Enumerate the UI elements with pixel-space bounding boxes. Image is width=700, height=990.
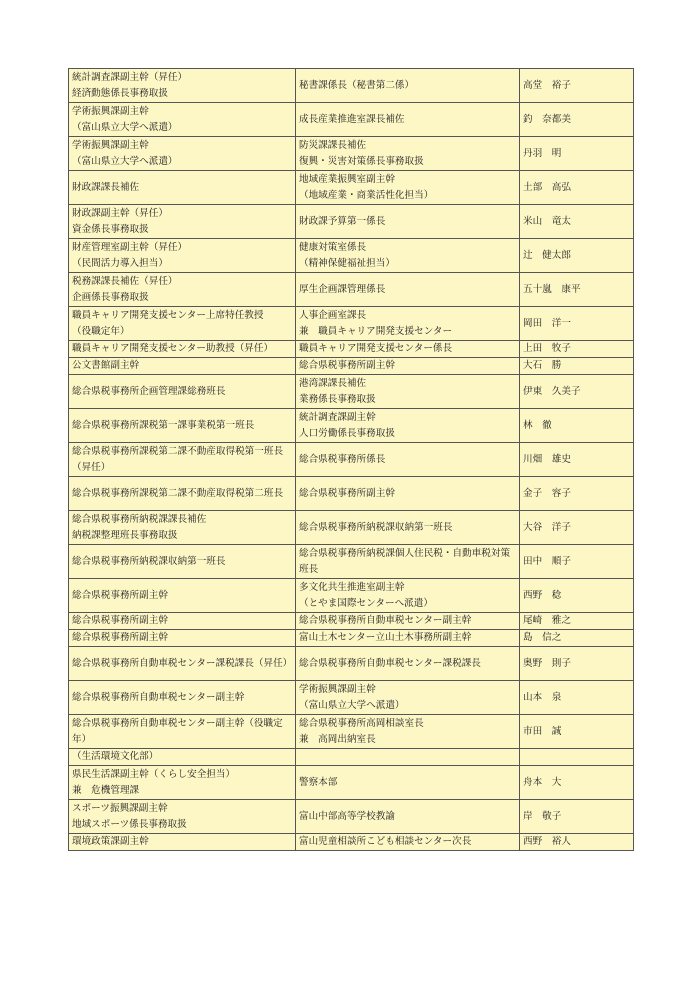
former-post-cell <box>296 630 520 647</box>
person-name-cell <box>520 715 634 749</box>
new-post-cell-text: 総合県税事務所自動車税センター副主幹 <box>72 691 245 703</box>
person-name: 岡田 洋一 <box>523 317 571 329</box>
former-post-cell-text: 防災課課長補佐 <box>299 139 367 151</box>
person-name: 丹羽 明 <box>523 147 562 159</box>
new-post-cell <box>69 273 296 307</box>
person-name: 辻 健太郎 <box>523 249 571 261</box>
former-post-cell <box>296 579 520 613</box>
new-post-cell <box>69 800 296 834</box>
person-name-cell <box>520 273 634 307</box>
person-name-cell <box>520 477 634 511</box>
person-name-cell <box>520 137 634 171</box>
person-name-cell <box>520 205 634 239</box>
person-name: 舟本 大 <box>523 776 562 788</box>
new-post-cell-text: 総合県税事務所課税第一課事業税第一班長 <box>72 419 255 431</box>
new-post-cell <box>69 239 296 273</box>
new-post-cell <box>69 511 296 545</box>
new-post-cell-text: スポーツ振興課副主幹 <box>72 802 168 814</box>
new-post-cell-text: 経済動態係長事務取扱 <box>72 87 168 99</box>
former-post-cell <box>296 171 520 205</box>
person-name-cell <box>520 647 634 681</box>
table-row <box>69 409 634 443</box>
former-post-cell-text: 富山児童相談所こども相談センター次長 <box>299 836 472 847</box>
person-name-cell <box>520 630 634 647</box>
table-row <box>69 477 634 511</box>
new-post-cell-text: 学術振興課副主幹 <box>72 139 149 151</box>
new-post-cell <box>69 171 296 205</box>
new-post-cell <box>69 477 296 511</box>
person-name-cell <box>520 307 634 341</box>
former-post-cell <box>296 443 520 477</box>
person-name: 上田 牧子 <box>523 343 571 354</box>
new-post-cell-text: 総合県税事務所副主幹 <box>72 632 168 643</box>
person-name-cell <box>520 749 634 766</box>
person-name: 五十嵐 康平 <box>523 283 581 295</box>
new-post-cell-text: 県民生活課副主幹（くらし安全担当） <box>72 768 236 780</box>
former-post-cell <box>296 477 520 511</box>
former-post-cell-text: 富山中部高等学校教諭 <box>299 810 395 822</box>
person-name-cell <box>520 511 634 545</box>
table-row <box>69 375 634 409</box>
new-post-cell-text: 財政課副主幹（昇任） <box>72 207 168 219</box>
former-post-cell-text: 地域産業振興室副主幹 <box>299 173 395 185</box>
former-post-cell-text: （富山県立大学へ派遣） <box>299 699 405 711</box>
person-name: 尾崎 雅之 <box>523 615 571 626</box>
person-name-cell <box>520 613 634 630</box>
table-row <box>69 545 634 579</box>
table-row <box>69 171 634 205</box>
person-name-cell <box>520 579 634 613</box>
person-name-cell <box>520 171 634 205</box>
new-post-cell-text: 兼 危機管理課 <box>72 784 140 796</box>
former-post-cell <box>296 834 520 851</box>
table-row <box>69 69 634 103</box>
new-post-cell <box>69 103 296 137</box>
person-name: 大谷 洋子 <box>523 521 571 533</box>
new-post-cell-text: 統計調査課副主幹（昇任） <box>72 71 188 83</box>
personnel-table-body <box>69 69 634 851</box>
new-post-cell <box>69 375 296 409</box>
former-post-cell-text: 総合県税事務所納税課収納第一班長 <box>299 521 453 533</box>
person-name-cell <box>520 358 634 375</box>
former-post-cell-text: 財政課予算第一係長 <box>299 215 386 227</box>
table-row <box>69 273 634 307</box>
former-post-cell-text: 健康対策室係長 <box>299 241 367 253</box>
former-post-cell <box>296 358 520 375</box>
former-post-cell-text: 多文化共生推進室副主幹 <box>299 581 405 593</box>
table-row <box>69 630 634 647</box>
former-post-cell-text: （とやま国際センターへ派遣） <box>299 597 433 609</box>
person-name: 川畑 雄史 <box>523 453 571 465</box>
former-post-cell-text: 総合県税事務所係長 <box>299 453 386 465</box>
person-name-cell <box>520 681 634 715</box>
table-row <box>69 834 634 851</box>
person-name: 金子 容子 <box>523 487 571 499</box>
person-name-cell <box>520 69 634 103</box>
former-post-cell <box>296 307 520 341</box>
new-post-cell-text: 公文書館副主幹 <box>72 360 140 371</box>
former-post-cell-text: 学術振興課副主幹 <box>299 683 376 695</box>
former-post-cell-text: 港湾課課長補佐 <box>299 377 367 389</box>
new-post-cell <box>69 205 296 239</box>
former-post-cell-text: 総合県税事務所副主幹 <box>299 487 395 499</box>
new-post-cell-text: （富山県立大学へ派遣） <box>72 121 178 133</box>
former-post-cell-text: 秘書課係長（秘書第二係） <box>299 79 415 91</box>
former-post-cell-text: （精神保健福祉担当） <box>299 257 395 269</box>
person-name: 岸 敬子 <box>523 810 562 822</box>
former-post-cell <box>296 239 520 273</box>
former-post-cell-text: （地域産業・商業活性化担当） <box>299 189 434 201</box>
person-name: 市田 誠 <box>523 725 562 737</box>
former-post-cell <box>296 766 520 800</box>
table-row <box>69 358 634 375</box>
new-post-cell-text: 資金係長事務取扱 <box>72 223 149 235</box>
former-post-cell-text: 総合県税事務所自動車税センター副主幹 <box>299 615 472 626</box>
new-post-cell <box>69 613 296 630</box>
former-post-cell <box>296 103 520 137</box>
former-post-cell <box>296 205 520 239</box>
table-row <box>69 103 634 137</box>
former-post-cell-text: 警察本部 <box>299 776 338 788</box>
former-post-cell-text: 総合県税事務所高岡相談室長 <box>299 717 424 729</box>
new-post-cell <box>69 307 296 341</box>
former-post-cell <box>296 647 520 681</box>
person-name: 高堂 裕子 <box>523 79 571 91</box>
person-name: 山本 泉 <box>523 691 562 703</box>
table-row <box>69 766 634 800</box>
person-name-cell <box>520 103 634 137</box>
former-post-cell <box>296 800 520 834</box>
former-post-cell-text: 兼 職員キャリア開発支援センター <box>299 325 453 337</box>
table-row <box>69 579 634 613</box>
new-post-cell <box>69 358 296 375</box>
table-row <box>69 715 634 749</box>
person-name: 林 徹 <box>523 419 552 431</box>
table-row <box>69 341 634 358</box>
former-post-cell-text: 人口労働係長事務取扱 <box>299 427 395 439</box>
new-post-cell-text: 総合県税事務所副主幹 <box>72 589 168 601</box>
table-row <box>69 613 634 630</box>
former-post-cell-text: 統計調査課副主幹 <box>299 411 376 423</box>
new-post-cell-text: 職員キャリア開発支援センター助教授（昇任） <box>72 343 274 354</box>
new-post-cell-text: 総合県税事務所企画管理課総務班長 <box>72 385 226 397</box>
table-row <box>69 443 634 477</box>
table-row <box>69 800 634 834</box>
person-name-cell <box>520 443 634 477</box>
new-post-cell <box>69 681 296 715</box>
new-post-cell <box>69 749 296 766</box>
former-post-cell-text: 兼 高岡出納室長 <box>299 733 376 745</box>
person-name: 西野 稔 <box>523 589 562 601</box>
new-post-cell-text: （役職定年） <box>72 325 130 337</box>
table-row <box>69 205 634 239</box>
new-post-cell <box>69 630 296 647</box>
former-post-cell <box>296 681 520 715</box>
new-post-cell-text: （民間活力導入担当） <box>72 257 168 269</box>
new-post-cell <box>69 545 296 579</box>
person-name: 米山 竜太 <box>523 215 571 227</box>
new-post-cell <box>69 834 296 851</box>
new-post-cell-text: 税務課課長補佐（昇任） <box>72 275 178 287</box>
former-post-cell <box>296 375 520 409</box>
former-post-cell-text: 復興・災害対策係長事務取扱 <box>299 155 424 167</box>
former-post-cell-text: 総合県税事務所自動車税センター課税課長 <box>299 657 481 669</box>
former-post-cell <box>296 511 520 545</box>
person-name-cell <box>520 341 634 358</box>
new-post-cell-text: （生活環境文化部） <box>72 751 159 762</box>
former-post-cell-text: 職員キャリア開発支援センター係長 <box>299 343 453 354</box>
former-post-cell-text: 業務係長事務取扱 <box>299 393 376 405</box>
former-post-cell <box>296 545 520 579</box>
new-post-cell <box>69 137 296 171</box>
new-post-cell-text: 総合県税事務所副主幹 <box>72 615 168 626</box>
former-post-cell <box>296 273 520 307</box>
former-post-cell-text: 総合県税事務所副主幹 <box>299 360 395 371</box>
person-name-cell <box>520 800 634 834</box>
former-post-cell <box>296 69 520 103</box>
person-name: 奥野 則子 <box>523 657 571 669</box>
new-post-cell-text: 納税課整理班長事務取扱 <box>72 529 178 541</box>
table-row <box>69 137 634 171</box>
table-row <box>69 681 634 715</box>
new-post-cell-text: 総合県税事務所課税第二課不動産取得税第二班長 <box>72 487 284 499</box>
former-post-cell <box>296 715 520 749</box>
new-post-cell-text: 学術振興課副主幹 <box>72 105 149 117</box>
new-post-cell-text: 総合県税事務所自動車税センター副主幹（役職定年） <box>72 717 283 745</box>
new-post-cell-text: 地域スポーツ係長事務取扱 <box>72 818 187 830</box>
new-post-cell-text: 総合県税事務所納税課収納第一班長 <box>72 555 226 567</box>
new-post-cell-text: 総合県税事務所納税課課長補佐 <box>72 513 207 525</box>
person-name: 大石 勝 <box>523 360 562 371</box>
new-post-cell <box>69 647 296 681</box>
person-name: 島 信之 <box>523 632 562 643</box>
new-post-cell <box>69 766 296 800</box>
former-post-cell <box>296 137 520 171</box>
new-post-cell-text: （富山県立大学へ派遣） <box>72 155 178 167</box>
former-post-cell-text: 富山土木センター立山土木事務所副主幹 <box>299 632 472 643</box>
former-post-cell <box>296 749 520 766</box>
person-name: 土部 高弘 <box>523 181 571 193</box>
new-post-cell <box>69 341 296 358</box>
new-post-cell-text: 財政課課長補佐 <box>72 181 140 193</box>
new-post-cell <box>69 69 296 103</box>
new-post-cell <box>69 443 296 477</box>
person-name: 田中 順子 <box>523 555 571 567</box>
new-post-cell <box>69 579 296 613</box>
table-row <box>69 511 634 545</box>
person-name-cell <box>520 766 634 800</box>
new-post-cell-text: 総合県税事務所自動車税センター課税課長（昇任） <box>72 657 293 669</box>
former-post-cell-text: 人事企画室課長 <box>299 309 367 321</box>
person-name-cell <box>520 834 634 851</box>
former-post-cell <box>296 613 520 630</box>
person-name-cell <box>520 375 634 409</box>
person-name-cell <box>520 545 634 579</box>
new-post-cell <box>69 715 296 749</box>
new-post-cell-text: 職員キャリア開発支援センター上席特任教授 <box>72 309 264 321</box>
person-name-cell <box>520 239 634 273</box>
person-name: 伊東 久美子 <box>523 385 581 397</box>
table-row <box>69 239 634 273</box>
person-name-cell <box>520 409 634 443</box>
former-post-cell-text: 成長産業推進室課長補佐 <box>299 113 405 125</box>
personnel-table <box>68 68 634 851</box>
table-row <box>69 307 634 341</box>
new-post-cell-text: 環境政策課副主幹 <box>72 836 149 847</box>
former-post-cell-text: 厚生企画課管理係長 <box>299 283 386 295</box>
former-post-cell <box>296 409 520 443</box>
person-name: 西野 裕人 <box>523 836 571 847</box>
former-post-cell <box>296 341 520 358</box>
table-row <box>69 647 634 681</box>
table-row <box>69 749 634 766</box>
new-post-cell-text: 企画係長事務取扱 <box>72 291 149 303</box>
new-post-cell-text: 財産管理室副主幹（昇任） <box>72 241 188 253</box>
new-post-cell <box>69 409 296 443</box>
former-post-cell-text: 総合県税事務所納税課個人住民税・自動車税対策班長 <box>299 547 511 575</box>
new-post-cell-text: 総合県税事務所課税第二課不動産取得税第一班長（昇任） <box>72 445 284 473</box>
person-name: 釣 奈都美 <box>523 113 571 125</box>
